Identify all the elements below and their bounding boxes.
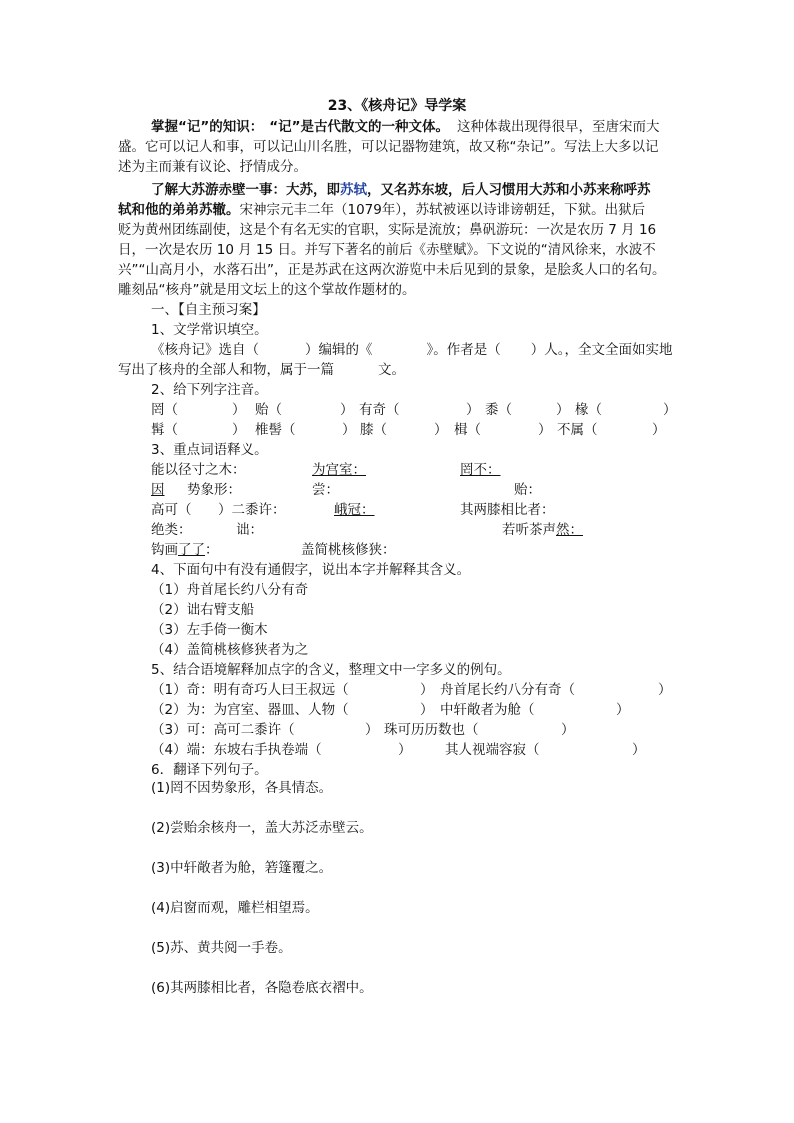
q2-r2-c8: ） [538,422,552,438]
q3-r2-c1: 因 [151,482,165,498]
intro2-line1 [151,180,651,200]
q1-l1b: ）编辑的《 [305,342,373,358]
q3-r1-c1: 能以径寸之木： [151,462,246,478]
q2-r1-c7: 黍（ [485,402,512,418]
q3-r4-c1: 绝类： [151,522,192,538]
q2-r2-c2: ） [232,422,246,438]
q1-line2 [118,360,405,380]
q3-r1-c2: 为宫室： [312,462,366,478]
q5-row2 [0,700,794,720]
q5-r1-c4: ） [658,682,672,698]
q3-r4-c2: 诎： [236,522,263,538]
intro2-line2 [118,200,645,220]
q3-r5-c1 [151,540,219,560]
q2-r2-c4: ） [342,422,356,438]
q4-item-4: （4）盖简桃核修狭者为之 [151,642,309,658]
su-shi-name: 苏轼 [340,182,367,198]
intro2-l2b: 宋神宗元丰二年（1079年），苏轼被诬以诗诽谤朝廷，下狱。出狱后 [239,202,646,218]
q2-r1-c4: ） [340,402,354,418]
q2-r2-c3: 椎髻（ [255,422,296,438]
q2-r2-c6: ） [434,422,448,438]
q6-item-4: (4)启窗而观，雕栏相望焉。 [151,900,319,916]
q3-r5-c2: 盖简桃核修狭： [301,542,396,558]
q1-l1a: 《核舟记》选自（ [151,342,259,358]
q5-heading: 5、结合语境解释加点字的含义，整理文中一字多义的例句。 [151,662,511,678]
q2-heading: 2、给下列字注音。 [151,382,268,398]
q6-item-2: (2)尝贻余核舟一，盖大苏泛赤壁云。 [151,820,373,836]
q2-r2-c7: 楫（ [454,422,481,438]
q3-row4 [0,520,794,540]
q3-r5-c1b: 了了 [178,542,205,558]
q5-r3-c2: ） [365,722,379,738]
q5-row4 [0,740,794,760]
q6-item-5: (5)苏、黄共阅一手卷。 [151,940,292,956]
q6-item-1: (1)罔不因势象形，各具情态。 [151,780,333,796]
q4-item-3: （3）左手倚一衡木 [151,622,268,638]
intro1-line2: 盛。它可以记人和事，可以记山川名胜，可以记器物建筑，故又称“杂记”。写法上大多以记 [118,139,659,155]
q2-r2-c9: 不属（ [557,422,598,438]
q5-r4-c3: 其人视端容寂（ [445,742,540,758]
q5-r4-c1: （4）端：东坡右手执卷端（ [151,742,322,758]
intro1-lead: 掌握“记”的知识： [151,119,264,135]
q5-r3-c3: 珠可历历数也（ [384,722,479,738]
q6-heading: 6．翻译下列句子。 [151,762,268,778]
q3-r2-c3: 尝： [312,482,339,498]
q2-r1-c8: ） [556,402,570,418]
q4-heading: 4、下面句中有没有通假字，说出本字并解释其含义。 [151,562,471,578]
q3-r3-c3: 峨冠： [334,502,375,518]
q5-r2-c2: ） [420,702,434,718]
q1-l1c: 》。作者是（ [426,342,501,358]
q2-r1-c1: 罔（ [151,402,178,418]
q5-r2-c1: （2）为：为宫室、器皿、人物（ [151,702,349,718]
q3-r5-c1a: 钩画 [151,542,178,558]
q3-row5 [0,540,794,560]
q3-r5-c1c: ： [205,542,219,558]
intro1-line3: 述为主而兼有议论、抒情成分。 [118,159,307,175]
intro2-l1c: ，又名苏东坡，后人习惯用大苏和小苏来称呼苏 [367,182,651,198]
q3-row2 [0,480,794,500]
q5-r4-c4: ） [632,742,646,758]
q2-r1-c6: ） [466,402,480,418]
q5-r3-c4: ） [561,722,575,738]
intro2-line4: 日，一次是农历 10 月 15 日。并写下著名的前后《赤壁赋》。下文说的“清风徐来，水波不 [118,242,656,258]
q6-item-3: (3)中轩敞者为舱，箬篷覆之。 [151,860,333,876]
q2-r1-c9: 椽（ [575,402,602,418]
q2-r2-c10: ） [652,422,666,438]
q1-l2a: 写出了核舟的全部人和物，属于一篇 [118,362,334,378]
q1-line1 [151,340,673,360]
q2-r1-c10: ） [663,402,677,418]
q1-l2b: 文。 [378,362,405,378]
intro1-line1 [151,117,660,137]
q1-l1d: ）人。，全文全面如实地 [530,342,673,358]
intro2-line5: 兴”“山高月小，水落石出”，正是苏武在这两次游览中未后见到的景象，是脍炙人口的名句。 [118,262,666,278]
q3-r4-c3b: 然： [556,522,583,538]
q5-r2-c3: 中轩敞者为舱（ [440,702,535,718]
intro1-rest: 这种体裁出现得很早，至唐宋而大 [457,119,660,135]
intro2-line6: 雕刻品“核舟”就是用文坛上的这个掌故作题材的。 [118,282,416,298]
intro2-l1a: 了解大苏游赤壁一事：大苏，即 [151,182,340,198]
q2-r1-c3: 贻（ [255,402,282,418]
q2-row2 [0,420,794,440]
q5-r3-c1: （3）可：高可二黍许（ [151,722,295,738]
q3-heading: 3、重点词语释义。 [151,442,268,458]
intro1-bold: “记”是古代散文的一种文体。 [269,119,449,135]
q3-r4-c3 [502,520,583,540]
q2-r1-c5: 有奇（ [359,402,400,418]
q4-item-2: （2）诎右臂支船 [151,602,255,618]
q5-r1-c1: （1）奇：明有奇巧人曰王叔远（ [151,682,349,698]
intro2-l2a: 轼和他的弟弟苏辙。 [118,202,240,218]
q3-r1-c3: 罔不： [460,462,501,478]
q5-r1-c3: 舟首尾长约八分有奇（ [440,682,575,698]
q5-r1-c2: ） [420,682,434,698]
q6-item-6: (6)其两膝相比者，各隐卷底衣褶中。 [151,980,373,996]
q4-item-1: （1）舟首尾长约八分有奇 [151,582,309,598]
q2-row1 [0,400,794,420]
q5-r4-c2: ） [398,742,412,758]
q2-r1-c2: ） [232,402,246,418]
q3-r3-c1: 高可（ [151,502,192,518]
q3-r2-c4: 贻： [514,482,541,498]
q2-r2-c5: 膝（ [360,422,387,438]
q3-r3-c4: 其两膝相比者： [460,502,555,518]
q2-r2-c1: 髯（ [151,422,178,438]
section-heading: 一、【自主预习案】 [151,302,266,318]
q3-row1 [0,460,794,480]
q1-heading: 1、文学常识填空。 [151,322,268,338]
intro2-line3: 贬为黄州团练副使，这是个有名无实的官职，实际是流放；鼻矾游玩：一次是农历 7 月 16 [118,222,657,238]
q3-r3-c2: ）二黍许： [218,502,286,518]
q3-row3 [0,500,794,520]
q5-row3 [0,720,794,740]
page-title: 23、《核舟记》导学案 [327,98,467,114]
q5-r2-c4: ） [616,702,630,718]
q3-r4-c3a: 若听茶声 [502,522,556,538]
q5-row1 [0,680,794,700]
q3-r2-c2: 势象形： [187,482,241,498]
